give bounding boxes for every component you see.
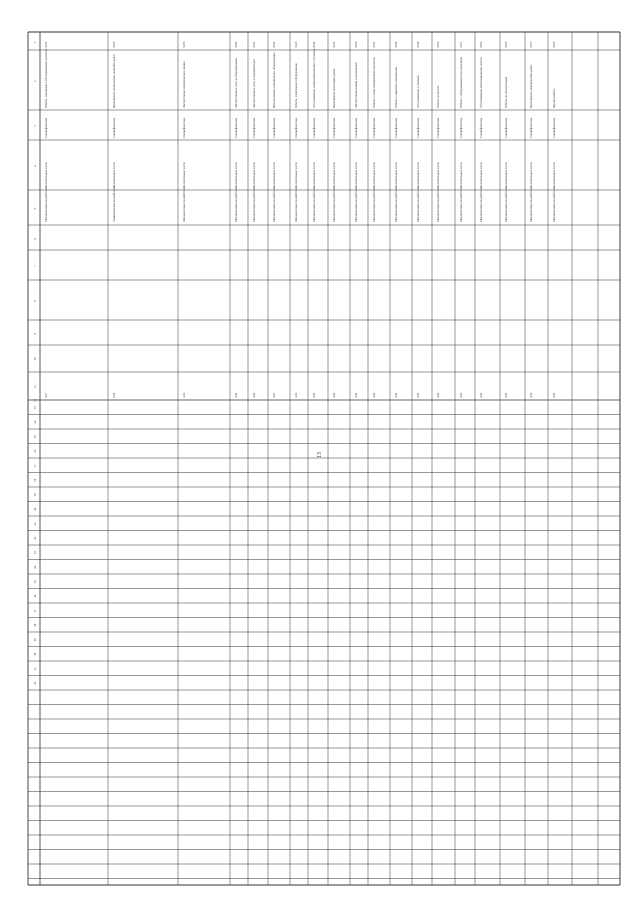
row-impact: Механические воздействия — [44, 187, 48, 222]
row-value: 3,02 — [394, 392, 398, 398]
row-name: Обслуживание установок — [416, 75, 420, 108]
row-part: Значительные части — [354, 162, 358, 188]
row-code: 3142 — [272, 41, 276, 48]
row-impact: Механические воздействия — [416, 187, 420, 222]
row-impact: Механические воздействия — [552, 187, 556, 222]
row-category: Специфическая — [479, 117, 483, 138]
row-name: Выполнение технических записей и работ — [112, 54, 116, 108]
header-number: 10 — [33, 357, 37, 361]
row-code: 3143 — [294, 41, 298, 48]
row-impact: Механические воздействия — [436, 187, 440, 222]
sideways-table — [28, 32, 620, 885]
row-code: 3157 — [529, 41, 533, 48]
row-code: 3152 — [479, 41, 483, 48]
row-category: Специфическая — [372, 117, 376, 138]
row-code: 3145 — [332, 41, 336, 48]
row-part: Значительные части — [182, 162, 186, 188]
row-impact: Механические воздействия — [354, 187, 358, 222]
row-part: Значительные части — [252, 162, 256, 188]
row-name: Эксплуатация и уход за оборудованием — [234, 57, 238, 108]
row-value: 3,02 — [252, 392, 256, 398]
row-category: Специфическая — [504, 117, 508, 138]
row-name: Выполнение электрических работ — [529, 64, 533, 108]
row-value: 3,02 — [479, 392, 483, 398]
row-part: Значительные части — [372, 162, 376, 188]
header-number: 21 — [33, 522, 37, 526]
row-part: Значительные части — [44, 162, 48, 188]
header-number: 31 — [33, 667, 37, 671]
row-part: Значительные части — [459, 162, 463, 188]
row-part: Значительные части — [294, 162, 298, 188]
row-value: 3,02 — [552, 392, 556, 398]
row-name: Работы в зонах повышенной опасности — [372, 57, 376, 108]
row-name: Эксплуатация машин и механизмов — [354, 62, 358, 108]
header-number: 6 — [33, 238, 37, 240]
row-value: 3,02 — [416, 392, 420, 398]
header-number: 20 — [33, 507, 37, 511]
row-category: Специфическая — [459, 117, 463, 138]
row-code: 3134 — [44, 41, 48, 48]
row-impact: Механические воздействия — [372, 187, 376, 222]
row-part: Значительные части — [312, 162, 316, 188]
header-number: 26 — [33, 594, 37, 598]
header-number: 19 — [33, 493, 37, 497]
row-code: 3148 — [394, 41, 398, 48]
row-name: Эксплуатация и уход за водопроводом — [252, 59, 256, 108]
header-number: 22 — [33, 536, 37, 540]
header-number: 5 — [33, 208, 37, 210]
row-value: 2,04 — [112, 392, 116, 398]
row-impact: Электрические воздействия — [112, 186, 116, 222]
row-code: 3135 — [112, 41, 116, 48]
row-part: Значительные части — [529, 162, 533, 188]
row-code: 3140 — [234, 41, 238, 48]
row-category: Специфическая — [332, 117, 336, 138]
row-part: Значительные части — [332, 162, 336, 188]
header-number: 9 — [33, 333, 37, 335]
row-part: Значительные части — [272, 162, 276, 188]
header-number: 14 — [33, 420, 37, 424]
row-impact: Механические воздействия — [294, 187, 298, 222]
header-number: 11 — [33, 385, 37, 388]
row-code: 3158 — [552, 41, 556, 48]
row-value: 3,67 — [44, 392, 48, 398]
row-category: Специфическая — [552, 117, 556, 138]
row-name: Использование электродного оборудования — [272, 52, 276, 108]
row-value: 3,02 — [294, 392, 298, 398]
header-number: 15 — [33, 435, 37, 439]
row-name: Работы, связанные с обслуживанием дисплеев — [44, 48, 48, 108]
row-part: Значительные части — [552, 162, 556, 188]
row-name: Обслуживание вентиляционных систем — [479, 57, 483, 108]
row-category: Специфическая — [394, 117, 398, 138]
row-category: Специфическая — [252, 117, 256, 138]
row-part: Значительные части — [394, 162, 398, 188]
row-value: 3,02 — [332, 392, 336, 398]
row-category: Специфическая — [272, 117, 276, 138]
row-code: 3136 — [182, 41, 186, 48]
header-number: 24 — [33, 565, 37, 569]
row-impact: Механические воздействия — [479, 187, 483, 222]
header-number: 3 — [33, 125, 37, 127]
row-name: Выполнение монтажных работ — [332, 68, 336, 108]
row-part: Значительные части — [112, 162, 116, 188]
header-number: 13 — [33, 406, 37, 410]
row-impact: Механические воздействия — [394, 187, 398, 222]
row-impact: Механические воздействия — [234, 187, 238, 222]
row-name: Прочие работы — [552, 88, 556, 108]
header-number: 27 — [33, 609, 37, 613]
row-category: Специфическая — [529, 117, 533, 138]
row-category: Специфическая — [354, 117, 358, 138]
row-impact: Механические воздействия — [459, 187, 463, 222]
row-name: Работы, электродное оборудование — [294, 63, 298, 108]
row-value: 3,02 — [436, 392, 440, 398]
header-number: 17 — [33, 464, 37, 468]
row-value: 3,02 — [372, 392, 376, 398]
row-part: Значительные части — [504, 162, 508, 188]
header-number: 25 — [33, 580, 37, 584]
row-impact: Механические воздействия — [332, 187, 336, 222]
row-code: 3147 — [372, 41, 376, 48]
row-value: 3,02 — [504, 392, 508, 398]
row-category: Специфическая — [416, 117, 420, 138]
row-value: 3,02 — [354, 392, 358, 398]
row-value: 3,01 — [272, 392, 276, 398]
row-category: Специфическая — [44, 117, 48, 138]
row-value: 3,02 — [529, 392, 533, 398]
row-part: Значительные части — [416, 162, 420, 188]
row-part: Значительные части — [436, 162, 440, 188]
row-name: Эксплуатация электрических машин — [182, 61, 186, 108]
row-code: 3149 — [416, 41, 420, 48]
header-number: 30 — [33, 652, 37, 656]
row-value: 3,02 — [459, 392, 463, 398]
header-number: 2 — [33, 80, 37, 82]
row-value: 3,02 — [182, 392, 186, 398]
row-value: 3,02 — [312, 392, 316, 398]
page-number: 13 — [317, 452, 323, 458]
row-impact: Механические воздействия — [312, 187, 316, 222]
row-code: 3150 — [436, 41, 440, 48]
header-number: 8 — [33, 300, 37, 302]
row-code: 3144 — [312, 41, 316, 48]
row-impact: Механические воздействия — [182, 187, 186, 222]
row-name: Работы по эксплуатации — [504, 76, 508, 108]
row-code: 3141 — [252, 41, 256, 48]
header-number: 4 — [33, 165, 37, 167]
row-category: Специфическая — [436, 117, 440, 138]
row-impact: Механические воздействия — [272, 187, 276, 222]
header-number: 23 — [33, 551, 37, 555]
row-category: Специфическая — [294, 117, 298, 138]
row-category: Специфическая — [312, 117, 316, 138]
header-number: 1 — [33, 41, 37, 43]
header-number: 28 — [33, 623, 37, 627]
header-number: 7 — [33, 265, 37, 267]
header-number: 16 — [33, 449, 37, 453]
row-impact: Механические воздействия — [504, 187, 508, 222]
row-code: 3153 — [504, 41, 508, 48]
row-code: 3146 — [354, 41, 358, 48]
row-impact: Механические воздействия — [529, 187, 533, 222]
row-category: Специфическая — [234, 117, 238, 138]
row-name: Работы на высоте — [436, 85, 440, 108]
row-name: Работы с оборудованием под давлением — [459, 56, 463, 108]
header-number: 12 — [33, 399, 37, 402]
row-impact: Механические воздействия — [252, 187, 256, 222]
row-code: 3151 — [459, 41, 463, 48]
row-value: 3,02 — [234, 392, 238, 398]
row-name: Работы в закрытых помещениях — [394, 66, 398, 108]
row-category: Специфическая — [182, 117, 186, 138]
row-name: Обслуживание электротехнических установок — [312, 48, 316, 108]
row-part: Значительные части — [234, 162, 238, 188]
header-number: 18 — [33, 478, 37, 482]
header-number: 29 — [33, 638, 37, 642]
row-part: Значительные части — [479, 162, 483, 188]
header-number: 32 — [33, 681, 37, 685]
row-category: Специфическая — [112, 117, 116, 138]
